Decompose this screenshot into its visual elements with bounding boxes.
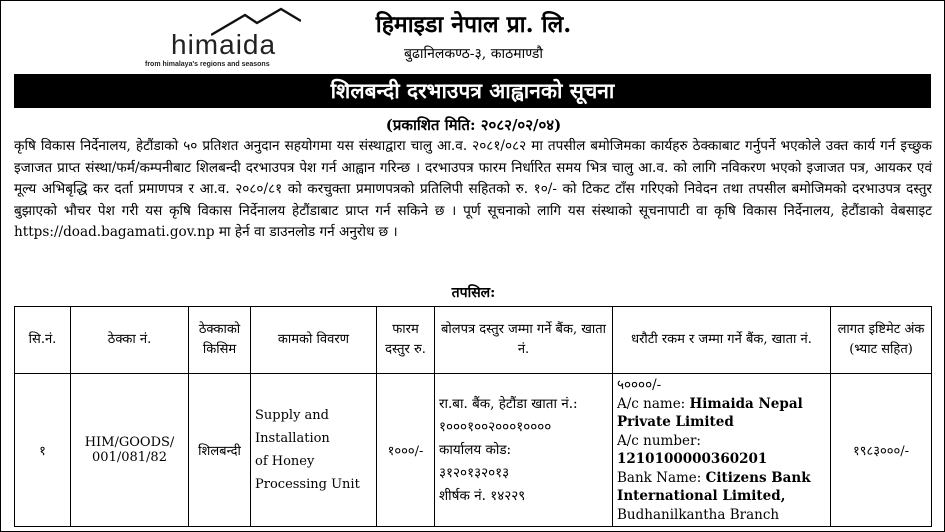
bank-branch: Budhanilkantha Branch bbox=[617, 506, 780, 523]
details-heading: तपसिल: bbox=[451, 285, 496, 301]
header-cost-estimate: लागत इष्टिमेट अंक (भ्याट सहित) bbox=[831, 307, 932, 374]
bank-name-label: Bank Name: bbox=[617, 469, 706, 486]
cell-sn: १ bbox=[15, 374, 71, 527]
work-line: Installation bbox=[255, 431, 330, 446]
details-table bbox=[14, 306, 932, 527]
cell-bid-fee-bank bbox=[435, 374, 613, 527]
bank-name bbox=[617, 469, 826, 506]
cell-contract-type: शिलबन्दी bbox=[189, 374, 251, 527]
notice-title: शिलबन्दी दरभाउपत्र आह्वानको सूचना bbox=[14, 74, 931, 108]
header-bid-fee-bank: बोलपत्र दस्तुर जम्मा गर्ने बैंक, खाता नं. bbox=[435, 307, 613, 374]
cell-cost-estimate: १९८३०००/- bbox=[831, 374, 932, 527]
bid-line: ३१२०१३२०१३ bbox=[439, 464, 510, 481]
header-work-desc: कामको विवरण bbox=[251, 307, 377, 374]
header-contract-no: ठेक्का नं. bbox=[71, 307, 189, 374]
cell-work-desc bbox=[251, 374, 377, 527]
header-sn: सि.नं. bbox=[15, 307, 71, 374]
account-number-value: 1210100000360201 bbox=[617, 451, 768, 467]
table-row bbox=[15, 374, 932, 527]
logo-tagline: from himalaya's regions and seasons bbox=[145, 61, 270, 68]
work-line: Supply and bbox=[255, 408, 330, 423]
bid-line: शीर्षक नं. १४२२९ bbox=[439, 487, 526, 504]
published-date: (प्रकाशित मिति: २०८२/०२/०४) bbox=[385, 116, 562, 134]
account-name-value: Himaida Nepal Private Limited bbox=[617, 395, 803, 430]
work-line: of Honey bbox=[255, 454, 315, 469]
header-form-fee: फारम दस्तुर रु. bbox=[377, 307, 435, 374]
cell-deposit-bank bbox=[613, 374, 831, 527]
org-address: बुढानिलकण्ठ-३, काठमाण्डौ bbox=[404, 46, 543, 62]
bid-line: रा.बा. बैंक, हेटौंडा खाता नं.: bbox=[439, 395, 578, 412]
header-deposit-bank: धरौटी रकम र जम्मा गर्ने बैंक, खाता नं. bbox=[613, 307, 831, 374]
table-header-row bbox=[15, 307, 932, 374]
work-line: Processing Unit bbox=[255, 477, 360, 492]
bid-line: १०००१००२०००१०००० bbox=[439, 418, 552, 435]
header-contract-type: ठेक्काको किसिम bbox=[189, 307, 251, 374]
org-name: हिमाइडा नेपाल प्रा. लि. bbox=[375, 11, 572, 38]
notice-paragraph: कृषि विकास निर्देनालय, हेटौंडाको ५० प्रतिशत अनुदान सहयोगमा यस संस्थाद्वारा चालु आ.व. २०८१/०८२ मा तपसील बमोजिमका कार्यहरु ठेक्काबाट गर्नुपर्ने भएकोले उक्त कार्य गर्न इच्छुक इजाजत प्राप्त संस्था/फर्म/कम्पनीबाट शिलबन्दी दरभाउपत्र पेश गर्न आह्वान गरिन्छ । दरभाउपत्र फारम निर्धारित समय भित्र चालु आ.व. को लागि नविकरण भएको इजाजत पत्र, आयकर एवं मूल्य अभिबृद्धि कर दर्ता प्रमाणपत्र र आ.व. २०८०/८१ को करचुक्ता प्रमाणपत्रको प्रतिलिपी सहितको रु. १०/- को टिकट टाँस गरिएको निवेदन तथा तपसील बमोजिमको दरभाउपत्र दस्तुर बुझाएको भौचर पेश गरी यस कृषि विकास निर्देनालय हेटौंडाबाट प्राप्त गर्न सकिने छ । पूर्ण सूचनाको लागि यस संस्थाको सूचनापाटी वा कृषि विकास निर्देनालय, हेटौंडाको वेबसाइट https://doad.bagamati.gov.np मा हेर्न वा डाउनलोड गर्न अनुरोध छ । bbox=[14, 138, 932, 241]
cell-form-fee: १०००/- bbox=[377, 374, 435, 527]
bid-line: कार्यालय कोड: bbox=[439, 441, 512, 458]
account-name bbox=[617, 395, 826, 432]
account-name-label: A/c name: bbox=[617, 395, 690, 412]
cell-contract-no: HIM/GOODS/ 001/081/82 bbox=[71, 374, 189, 527]
account-number-label: A/c number: bbox=[617, 432, 701, 449]
bank-name-value: Citizens Bank International Limited, bbox=[617, 469, 811, 504]
deposit-amount: ५००००/- bbox=[617, 377, 662, 393]
logo-wordmark: himaida bbox=[171, 29, 277, 60]
